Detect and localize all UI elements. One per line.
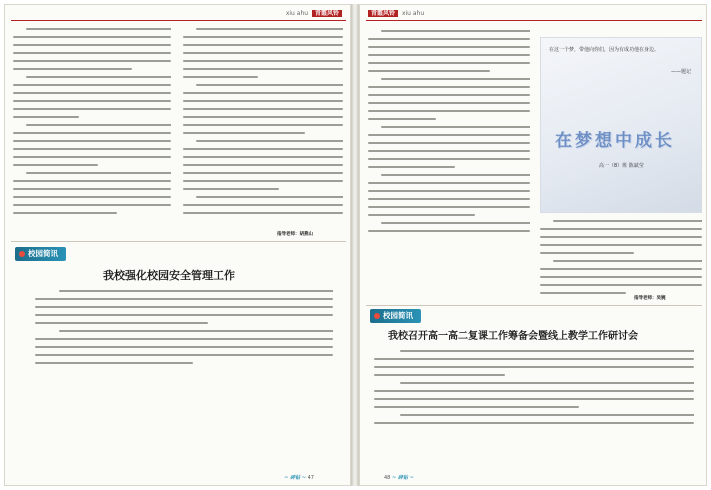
- text-line: [368, 107, 530, 115]
- text-line: [35, 343, 333, 351]
- text-line: [183, 153, 343, 161]
- text-line: [183, 209, 343, 217]
- text-line: [183, 185, 343, 193]
- text-line: [183, 81, 343, 89]
- right-page-column-text: [368, 27, 530, 241]
- section-divider: [11, 241, 346, 242]
- text-line: [13, 41, 171, 49]
- text-line: [368, 179, 530, 187]
- header-prefix: xiu ahu: [401, 10, 425, 17]
- text-line: [368, 99, 530, 107]
- text-line: [540, 257, 702, 265]
- text-line: [540, 241, 702, 249]
- text-line: [13, 145, 171, 153]
- header-badge: 青霞风铃: [312, 10, 342, 17]
- text-line: [183, 177, 343, 185]
- text-line: [35, 351, 333, 359]
- text-line: [183, 97, 343, 105]
- text-line: [13, 137, 171, 145]
- text-line: [368, 27, 530, 35]
- text-line: [13, 209, 171, 217]
- text-line: [540, 281, 702, 289]
- text-line: [374, 347, 694, 355]
- text-line: [183, 193, 343, 201]
- text-line: [13, 33, 171, 41]
- text-line: [13, 25, 171, 33]
- text-line: [13, 49, 171, 57]
- text-line: [540, 273, 702, 281]
- text-line: [13, 65, 171, 73]
- header-prefix: xiu ahu: [285, 10, 309, 17]
- text-line: [183, 161, 343, 169]
- text-line: [374, 411, 694, 419]
- text-line: [35, 327, 333, 335]
- text-line: [374, 419, 694, 427]
- text-line: [183, 201, 343, 209]
- text-line: [183, 33, 343, 41]
- page-number: 48: [384, 475, 391, 481]
- text-line: [368, 195, 530, 203]
- text-line: [13, 169, 171, 177]
- header-rule: [366, 20, 702, 21]
- text-line: [374, 363, 694, 371]
- text-line: [183, 169, 343, 177]
- text-line: [183, 137, 343, 145]
- text-line: [374, 403, 694, 411]
- text-line: [368, 35, 530, 43]
- feature-byline: 指导老师：吴婉: [634, 296, 666, 301]
- text-line: [13, 89, 171, 97]
- section-divider: [366, 305, 702, 306]
- feature-body: [540, 217, 702, 297]
- text-line: [368, 139, 530, 147]
- text-line: [35, 311, 333, 319]
- text-line: [540, 233, 702, 241]
- text-line: [13, 193, 171, 201]
- text-line: [13, 129, 171, 137]
- text-line: [13, 73, 171, 81]
- text-line: [368, 59, 530, 67]
- text-line: [368, 83, 530, 91]
- text-line: [183, 65, 343, 73]
- text-line: [368, 51, 530, 59]
- header-rule: [11, 20, 346, 21]
- left-byline: 指导老师：胡燕山: [277, 232, 313, 237]
- text-line: [368, 123, 530, 131]
- text-line: [368, 171, 530, 179]
- text-line: [368, 147, 530, 155]
- text-line: [183, 145, 343, 153]
- text-line: [540, 217, 702, 225]
- spine-gutter: [351, 4, 359, 486]
- text-line: [35, 319, 333, 327]
- text-line: [368, 75, 530, 83]
- text-line: [540, 265, 702, 273]
- article-title: 我校召开高一高二复课工作筹备会暨线上教学工作研讨会: [388, 331, 638, 342]
- text-line: [13, 81, 171, 89]
- text-line: [374, 379, 694, 387]
- page-footer: ~ 碎钻 ~ 47: [284, 475, 314, 481]
- text-line: [13, 201, 171, 209]
- text-line: [183, 129, 343, 137]
- text-line: [183, 57, 343, 65]
- right-page-header: [366, 8, 424, 20]
- text-line: [540, 289, 702, 297]
- text-line: [368, 115, 530, 123]
- text-line: [368, 43, 530, 51]
- text-line: [368, 91, 530, 99]
- text-line: [183, 25, 343, 33]
- text-line: [35, 303, 333, 311]
- text-line: [374, 387, 694, 395]
- text-line: [13, 177, 171, 185]
- right-column-text: [183, 25, 343, 221]
- page-number: 47: [307, 475, 314, 481]
- feature-title: 在梦想中成长: [555, 131, 675, 151]
- text-line: [13, 185, 171, 193]
- text-line: [368, 155, 530, 163]
- text-line: [183, 113, 343, 121]
- text-line: [374, 371, 694, 379]
- text-line: [183, 41, 343, 49]
- text-line: [368, 67, 530, 75]
- feature-author: 高一（8）班 陈斌莹: [599, 163, 644, 169]
- text-line: [13, 97, 171, 105]
- feature-quote: 在这一个梦，带他向你们，因为有成功他在身边。: [549, 47, 660, 53]
- feature-quote-source: ——题记: [670, 69, 691, 75]
- text-line: [368, 131, 530, 139]
- article-body: [35, 287, 333, 457]
- text-line: [35, 295, 333, 303]
- text-line: [183, 49, 343, 57]
- text-line: [368, 219, 530, 227]
- page-footer: 48 ~ 碎钻 ~: [384, 475, 414, 481]
- text-line: [368, 211, 530, 219]
- header-badge: 青霞风铃: [368, 10, 398, 17]
- left-column-text: [13, 25, 171, 229]
- text-line: [13, 161, 171, 169]
- feature-banner: [540, 37, 702, 213]
- text-line: [183, 73, 343, 81]
- text-line: [540, 249, 702, 257]
- text-line: [540, 225, 702, 233]
- text-line: [13, 113, 171, 121]
- text-line: [368, 227, 530, 235]
- left-page: [4, 4, 351, 486]
- text-line: [13, 153, 171, 161]
- section-tag: 校园简讯: [370, 309, 421, 323]
- left-page-header: [286, 8, 344, 20]
- text-line: [35, 335, 333, 343]
- text-line: [374, 395, 694, 403]
- article-body: [374, 347, 694, 463]
- text-line: [183, 105, 343, 113]
- section-tag: 校园简讯: [15, 247, 66, 261]
- text-line: [368, 187, 530, 195]
- text-line: [374, 355, 694, 363]
- text-line: [183, 121, 343, 129]
- text-line: [13, 105, 171, 113]
- text-line: [368, 203, 530, 211]
- right-page: [359, 4, 707, 486]
- article-title: 我校强化校园安全管理工作: [103, 269, 235, 282]
- text-line: [35, 287, 333, 295]
- text-line: [183, 89, 343, 97]
- text-line: [35, 359, 333, 367]
- text-line: [368, 163, 530, 171]
- magazine-spread: [4, 4, 707, 486]
- text-line: [13, 57, 171, 65]
- text-line: [13, 121, 171, 129]
- tag-dot-icon: [374, 313, 380, 319]
- tag-dot-icon: [19, 251, 25, 257]
